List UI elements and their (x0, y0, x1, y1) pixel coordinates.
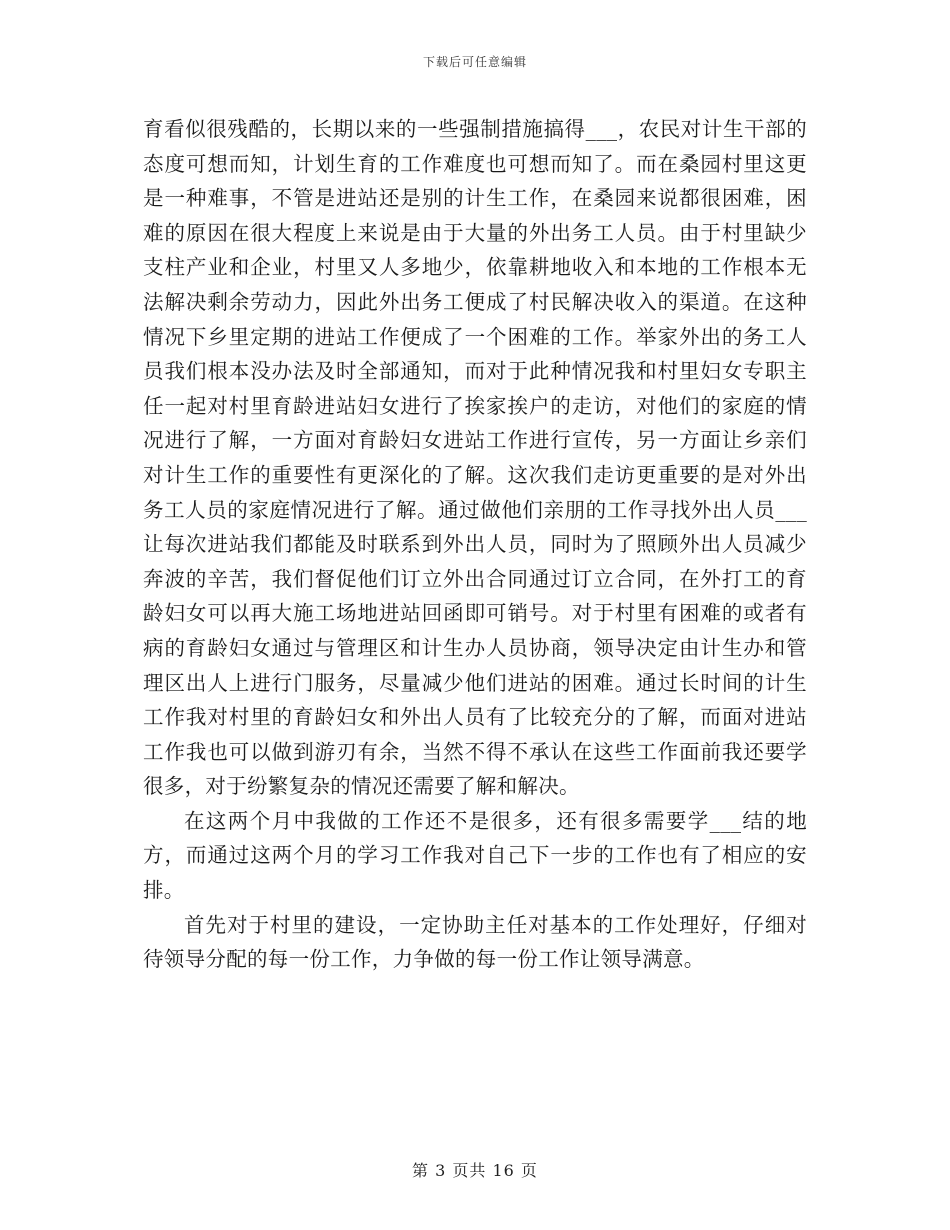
document-body (143, 112, 807, 977)
body-paragraph-2: 在这两个月中我做的工作还不是很多，还有很多需要学___结的地方，而通过这两个月的学习工作我对自己下一步的工作也有了相应的安排。 (143, 808, 807, 903)
body-paragraph-1: 育看似很残酷的，长期以来的一些强制措施搞得___，农民对计生干部的态度可想而知，计划生育的工作难度也可想而知了。而在桑园村里这更是一种难事，不管是进站还是别的计生工作，在桑园来说都很困难，困难的原因在很大程度上来说是由于大量的外出务工人员。由于村里缺少支柱产业和企业，村里又人多地少，依靠耕地收入和本地的工作根本无法解决剩余劳动力，因此外出务工便成了村民解决收入的渠道。在这种情况下乡里定期的进站工作便成了一个困难的工作。举家外出的务工人员我们根本没办法及时全部通知，而对于此种情况我和村里妇女专职主任一起对村里育龄进站妇女进行了挨家挨户的走访，对他们的家庭的情况进行了解，一方面对育龄妇女进站工作进行宣传，另一方面让乡亲们对计生工作的重要性有更深化的了解。这次我们走访更重要的是对外出务工人员的家庭情况进行了解。通过做他们亲朋的工作寻找外出人员___让每次进站我们都能及时联系到外出人员，同时为了照顾外出人员减少奔波的辛苦，我们督促他们订立外出合同通过订立合同，在外打工的育龄妇女可以再大施工场地进站回函即可销号。对于村里有困难的或者有病的育龄妇女通过与管理区和计生办人员协商，领导决定由计生办和管理区出人上进行门服务，尽量减少他们进站的困难。通过长时间的计生工作我对村里的育龄妇女和外出人员有了比较充分的了解，而面对进站工作我也可以做到游刃有余，当然不得不承认在这些工作面前我还要学很多，对于纷繁复杂的情况还需要了解和解决。 (143, 117, 807, 799)
body-paragraph-3: 首先对于村里的建设，一定协助主任对基本的工作处理好，仔细对待领导分配的每一份工作，力争做的每一份工作让领导满意。 (143, 912, 807, 972)
page-number-footer: 第 3 页共 16 页 (412, 1161, 538, 1180)
page-header: 下载后可任意编辑 (422, 55, 527, 69)
